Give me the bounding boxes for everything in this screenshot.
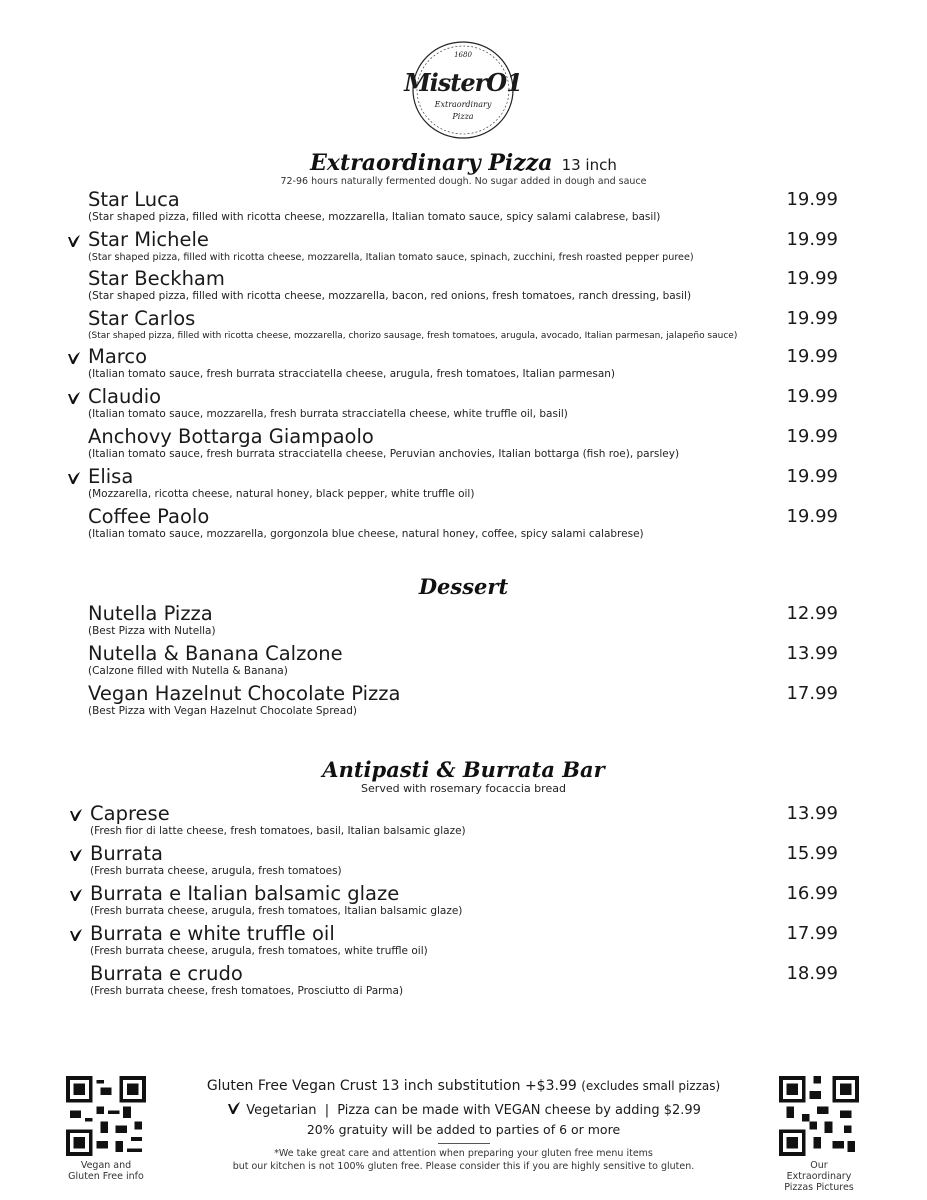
item-name: Burrata: [90, 842, 163, 865]
disclaimer-line-2: but our kitchen is not 100% gluten free. Please consider this if you are highly sensitive to gluten.: [232, 1161, 695, 1172]
disclaimer-line-1: *We take great care and attention when preparing your gluten free menu items: [274, 1148, 653, 1159]
item-price: 19.99: [786, 506, 838, 527]
vegetarian-line: [0, 1100, 927, 1118]
item-description: (Fresh burrata cheese, arugula, fresh tomatoes, Italian balsamic glaze): [90, 905, 463, 917]
logo-line1: Extraordinary: [434, 100, 492, 109]
item-name: Elisa: [88, 465, 134, 488]
separator: |: [324, 1103, 330, 1118]
menu-item: [88, 506, 838, 541]
item-name: Anchovy Bottarga Giampaolo: [88, 425, 374, 448]
menu-item: [88, 229, 838, 264]
menu-item: [88, 603, 838, 638]
item-description: (Fresh fior di latte cheese, fresh tomatoes, basil, Italian balsamic glaze): [90, 825, 466, 837]
item-description: (Star shaped pizza, filled with ricotta cheese, mozzarella, chorizo sausage, fresh tomatoes, arugula, avocado, Italian parmesan, jalapeño sauce): [88, 331, 738, 341]
menu-item: [88, 308, 838, 343]
menu-item: [88, 346, 838, 381]
item-name: Nutella Pizza: [88, 602, 213, 625]
vegetarian-label: Vegetarian: [246, 1103, 317, 1118]
item-description: (Italian tomato sauce, mozzarella, gorgonzola blue cheese, natural honey, coffee, spicy salami calabrese): [88, 528, 644, 540]
gluten-free-text: Gluten Free Vegan Crust 13 inch substitution +$3.99: [206, 1078, 577, 1094]
vegetarian-leaf-icon: [68, 927, 84, 943]
menu-item: [90, 963, 838, 998]
menu-item: [90, 883, 838, 918]
item-price: 19.99: [786, 386, 838, 407]
item-description: (Italian tomato sauce, fresh burrata stracciatella cheese, Peruvian anchovies, Italian bottarga (fish roe), parsley): [88, 448, 680, 460]
item-name: Caprese: [90, 802, 170, 825]
item-description: (Calzone filled with Nutella & Banana): [88, 665, 288, 677]
vegetarian-leaf-icon: [68, 887, 84, 903]
qr-left-caption-2: Gluten Free info: [68, 1171, 144, 1182]
item-price: 15.99: [786, 843, 838, 864]
antipasti-note: Served with rosemary focaccia bread: [361, 782, 566, 795]
item-description: (Star shaped pizza, filled with ricotta cheese, mozzarella, Italian tomato sauce, spicy salami calabrese, basil): [88, 211, 661, 223]
menu-item: [90, 803, 838, 838]
item-description: (Italian tomato sauce, fresh burrata stracciatella cheese, arugula, fresh tomatoes, Italian parmesan): [88, 368, 616, 380]
pizza-section-title: Extraordinary Pizza: [310, 150, 553, 176]
item-name: Nutella & Banana Calzone: [88, 642, 343, 665]
vegetarian-leaf-icon: [226, 1100, 242, 1116]
menu-item: [88, 426, 838, 461]
item-description: (Best Pizza with Nutella): [88, 625, 216, 637]
logo-brand: MisterO1: [404, 68, 522, 97]
item-name: Burrata e crudo: [90, 962, 243, 985]
qr-right-caption-1: Our Extraordinary: [786, 1160, 852, 1182]
logo-year: 1680: [454, 51, 472, 59]
item-price: 19.99: [786, 346, 838, 367]
item-description: (Best Pizza with Vegan Hazelnut Chocolate Spread): [88, 705, 357, 717]
item-description: (Star shaped pizza, filled with ricotta cheese, mozzarella, bacon, red onions, fresh tomatoes, ranch dressing, basil): [88, 290, 692, 302]
gluten-free-note: (excludes small pizzas): [581, 1079, 721, 1093]
item-name: Star Beckham: [88, 267, 225, 290]
logo-line2: Pizza: [452, 112, 474, 121]
item-price: 13.99: [786, 803, 838, 824]
item-description: (Fresh burrata cheese, fresh tomatoes, Prosciutto di Parma): [90, 985, 404, 997]
menu-item: [88, 189, 838, 224]
vegetarian-leaf-icon: [68, 847, 84, 863]
vegetarian-leaf-icon: [68, 807, 84, 823]
item-price: 19.99: [786, 466, 838, 487]
item-description: (Star shaped pizza, filled with ricotta cheese, mozzarella, Italian tomato sauce, spinach, zucchini, fresh roasted pepper puree): [88, 252, 694, 263]
qr-left-caption-1: Vegan and: [80, 1160, 132, 1171]
antipasti-section-header: [0, 757, 927, 795]
item-price: 17.99: [786, 683, 838, 704]
menu-item: [90, 843, 838, 878]
divider: [438, 1143, 490, 1144]
menu-item: [88, 386, 838, 421]
item-name: Claudio: [88, 385, 162, 408]
gratuity-text: 20% gratuity will be added to parties of 6 or more: [306, 1122, 621, 1137]
item-description: (Mozzarella, ricotta cheese, natural honey, black pepper, white truffle oil): [88, 488, 475, 500]
item-name: Burrata e Italian balsamic glaze: [90, 882, 400, 905]
dessert-section-title: Dessert: [418, 574, 509, 599]
pizza-section-header: [0, 150, 927, 187]
item-name: Star Luca: [88, 188, 180, 211]
restaurant-logo: [398, 40, 528, 140]
vegetarian-leaf-icon: [66, 350, 82, 366]
item-name: Star Michele: [88, 228, 209, 251]
menu-item: [90, 923, 838, 958]
item-price: 19.99: [786, 308, 838, 329]
item-description: (Italian tomato sauce, mozzarella, fresh burrata stracciatella cheese, white truffle oil, basil): [88, 408, 568, 420]
item-price: 19.99: [786, 426, 838, 447]
vegetarian-leaf-icon: [66, 470, 82, 486]
item-description: (Fresh burrata cheese, arugula, fresh tomatoes): [90, 865, 342, 877]
menu-item: [88, 466, 838, 501]
item-price: 12.99: [786, 603, 838, 624]
item-name: Coffee Paolo: [88, 505, 210, 528]
menu-item: [88, 643, 838, 678]
item-price: 19.99: [786, 189, 838, 210]
vegetarian-leaf-icon: [66, 233, 82, 249]
item-price: 13.99: [786, 643, 838, 664]
vegetarian-leaf-icon: [66, 390, 82, 406]
item-name: Star Carlos: [88, 307, 196, 330]
item-name: Burrata e white truffle oil: [90, 922, 335, 945]
item-price: 17.99: [786, 923, 838, 944]
item-name: Marco: [88, 345, 148, 368]
item-price: 18.99: [786, 963, 838, 984]
item-description: (Fresh burrata cheese, arugula, fresh tomatoes, white truffle oil): [90, 945, 428, 957]
qr-right-caption-2: Pizzas Pictures: [784, 1182, 854, 1193]
item-price: 19.99: [786, 268, 838, 289]
menu-item: [88, 268, 838, 303]
item-name: Vegan Hazelnut Chocolate Pizza: [88, 682, 401, 705]
item-price: 16.99: [786, 883, 838, 904]
pizza-size: 13 inch: [561, 156, 617, 174]
item-price: 19.99: [786, 229, 838, 250]
dessert-section-header: [0, 574, 927, 599]
menu-item: [88, 683, 838, 718]
vegan-cheese-text: Pizza can be made with VEGAN cheese by adding $2.99: [337, 1103, 701, 1118]
antipasti-section-title: Antipasti & Burrata Bar: [322, 757, 605, 782]
pizza-dough-note: 72-96 hours naturally fermented dough. No sugar added in dough and sauce: [280, 176, 647, 187]
gluten-free-line: [0, 1078, 927, 1094]
